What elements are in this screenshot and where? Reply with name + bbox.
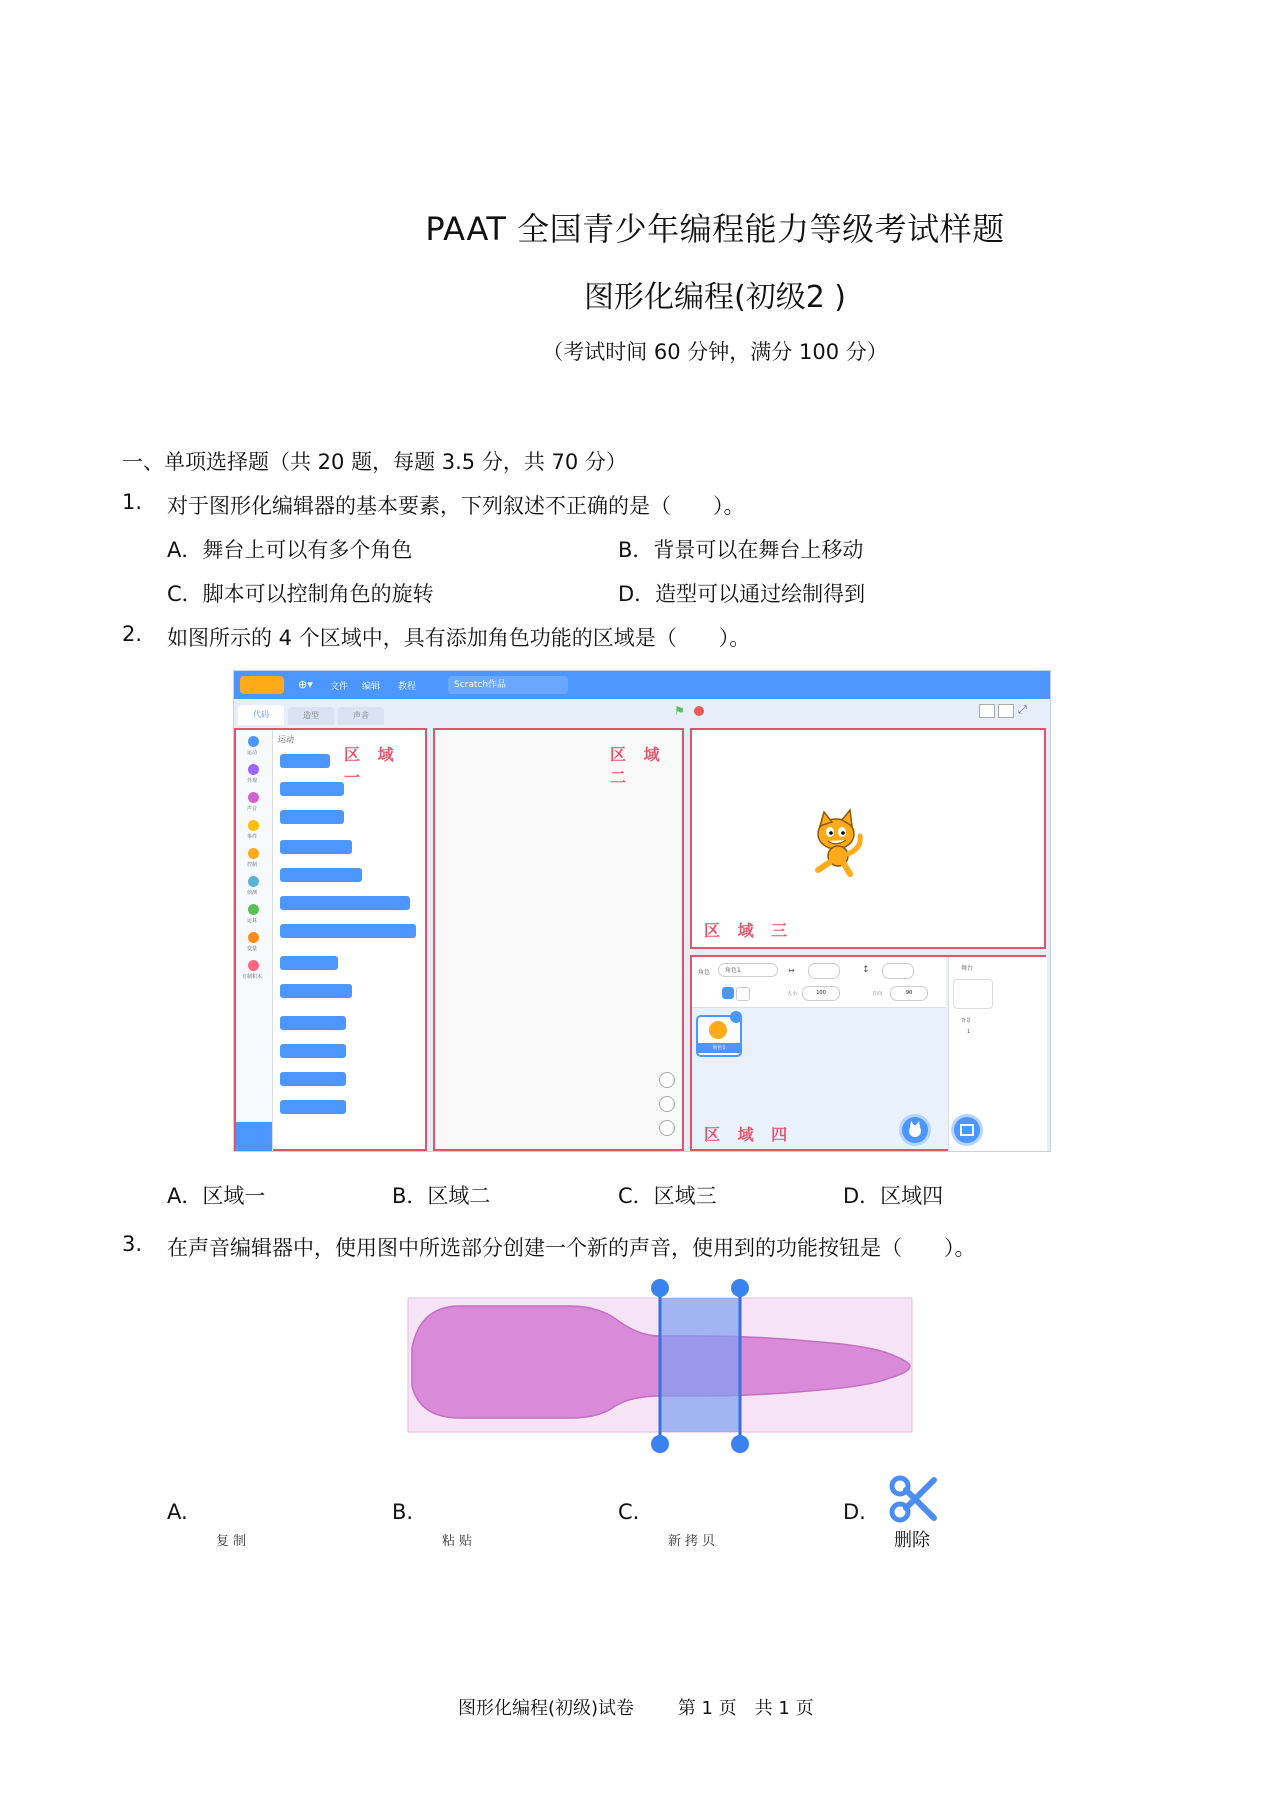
question-stem: 在声音编辑器中，使用图中所选部分创建一个新的声音，使用到的功能按钮是（ ）。 <box>167 1236 976 1260</box>
category-control-icon[interactable] <box>248 848 259 859</box>
green-flag-icon[interactable]: ⚑ <box>674 704 685 718</box>
menu-tutorials[interactable]: 教程 <box>398 682 417 692</box>
category-variables-icon[interactable] <box>248 932 259 943</box>
category-events-icon[interactable] <box>248 820 259 831</box>
category-label: 侦测 <box>247 890 258 896</box>
code-block[interactable] <box>280 782 344 796</box>
code-block[interactable] <box>280 984 352 998</box>
scissors-icon <box>888 1474 938 1524</box>
question-number: 1. <box>122 490 143 514</box>
project-title-field[interactable]: Scratch作品 <box>448 676 568 694</box>
option-caption-delete: 删除 <box>894 1530 930 1551</box>
category-looks-icon[interactable] <box>248 764 259 775</box>
option-d: D．区域四 <box>843 1184 944 1208</box>
category-operators-icon[interactable] <box>248 904 259 915</box>
option-a: A．区域一 <box>167 1184 266 1208</box>
large-stage-icon[interactable] <box>998 704 1014 718</box>
zone-label: 区 域 三 <box>704 921 794 940</box>
stage-thumbnail[interactable] <box>953 979 993 1009</box>
size-input[interactable]: 100 <box>802 986 840 1001</box>
fullscreen-icon[interactable]: ⤢ <box>1018 703 1027 716</box>
category-label: 变量 <box>247 946 258 952</box>
zone-two <box>433 728 684 1151</box>
code-block[interactable] <box>280 868 362 882</box>
option-d: D. <box>843 1500 866 1524</box>
scratch-logo <box>240 676 284 694</box>
code-block[interactable] <box>280 754 330 768</box>
option-b: B．区域二 <box>392 1184 491 1208</box>
category-label: 自制积木 <box>242 974 263 980</box>
tab-sounds[interactable]: 声音 <box>338 707 384 725</box>
menu-file[interactable]: 文件 <box>330 682 349 692</box>
category-label: 控制 <box>247 862 258 868</box>
selection-handle[interactable] <box>731 1279 749 1297</box>
add-sprite-button[interactable] <box>902 1117 928 1143</box>
extension-button[interactable] <box>236 1122 272 1151</box>
code-block[interactable] <box>280 1100 346 1114</box>
footer-title: 图形化编程(初级)试卷 <box>458 1698 635 1719</box>
sprite-thumbnail-label: 角色1 <box>698 1043 740 1053</box>
stop-icon[interactable] <box>694 706 704 716</box>
y-arrow-icon: ↕ <box>862 965 870 975</box>
page-title: PAAT 全国青少年编程能力等级考试样题 <box>425 210 1005 248</box>
category-sensing-icon[interactable] <box>248 876 259 887</box>
option-c: C. <box>618 1500 640 1524</box>
add-backdrop-button[interactable] <box>954 1117 980 1143</box>
code-block[interactable] <box>280 1016 346 1030</box>
sprite-name-input[interactable]: 角色1 <box>718 963 778 977</box>
question-number: 2. <box>122 622 143 646</box>
category-menu <box>236 730 273 1151</box>
code-block[interactable] <box>280 1044 346 1058</box>
sound-waveform-figure <box>400 1278 920 1458</box>
question-stem: 对于图形化编辑器的基本要素，下列叙述不正确的是（ ）。 <box>167 494 745 518</box>
palette-heading: 运动 <box>278 735 294 744</box>
zone-four <box>690 955 1046 1151</box>
editor-tabs <box>234 699 1050 725</box>
size-label: 大小 <box>787 991 798 997</box>
selection-handle[interactable] <box>651 1279 669 1297</box>
sprite-thumbnail[interactable] <box>696 1015 742 1057</box>
backdrop-label: 背景 <box>961 1018 972 1024</box>
delete-sprite-icon[interactable] <box>730 1011 742 1023</box>
code-block[interactable] <box>280 956 338 970</box>
option-c: C．脚本可以控制角色的旋转 <box>167 582 434 606</box>
page-footer <box>458 1694 814 1720</box>
option-caption-copy: 复制 <box>216 1534 251 1549</box>
code-block[interactable] <box>280 810 344 824</box>
exam-note: （考试时间 60 分钟，满分 100 分） <box>542 340 888 364</box>
code-block[interactable] <box>280 896 410 910</box>
option-a: A. <box>167 1500 188 1524</box>
option-c: C．区域三 <box>618 1184 717 1208</box>
scratch-editor-figure <box>233 670 1051 1152</box>
page-number: 第 1 页 共 1 页 <box>677 1698 814 1719</box>
selection-handle[interactable] <box>731 1435 749 1453</box>
tab-code[interactable]: 代码 <box>238 705 284 725</box>
page-subtitle: 图形化编程(初级2 ) <box>583 280 847 315</box>
zoom-out-icon[interactable] <box>659 1096 675 1112</box>
sprite-label: 角色 <box>698 969 711 976</box>
zone-label: 区 域 一 <box>344 745 400 787</box>
category-label: 外观 <box>247 778 258 784</box>
sprite-info-panel <box>692 957 946 1008</box>
image-add-icon <box>954 1117 980 1143</box>
cat-add-icon <box>902 1117 928 1143</box>
menu-bar <box>234 671 1050 699</box>
selection-handle[interactable] <box>651 1435 669 1453</box>
category-label: 运动 <box>247 750 258 756</box>
selection-region[interactable] <box>660 1298 740 1432</box>
zone-label: 区 域 二 <box>610 745 666 787</box>
category-myblocks-icon[interactable] <box>248 960 259 971</box>
direction-input[interactable]: 90 <box>890 986 928 1001</box>
zone-one <box>234 728 427 1151</box>
code-block[interactable] <box>280 840 352 854</box>
cat-sprite-icon[interactable] <box>804 808 874 878</box>
hide-sprite-icon[interactable] <box>736 987 750 1001</box>
zone-three <box>690 728 1046 949</box>
option-caption-new-copy: 新拷贝 <box>668 1534 720 1549</box>
stage-label: 舞台 <box>961 965 974 972</box>
code-block[interactable] <box>280 1072 346 1086</box>
category-motion-icon[interactable] <box>248 736 259 747</box>
show-sprite-icon[interactable] <box>722 987 734 999</box>
option-caption-paste: 粘贴 <box>442 1534 477 1549</box>
backdrop-count: 1 <box>967 1029 971 1035</box>
menu-edit[interactable]: 编辑 <box>362 682 381 692</box>
category-label: 事件 <box>247 834 258 840</box>
tab-costumes[interactable]: 造型 <box>288 707 334 725</box>
question-number: 3. <box>122 1232 143 1256</box>
code-block[interactable] <box>280 924 416 938</box>
zoom-in-icon[interactable] <box>659 1072 675 1088</box>
zone-label: 区 域 四 <box>704 1125 794 1144</box>
category-label: 声音 <box>247 806 258 812</box>
option-a: A．舞台上可以有多个角色 <box>167 538 413 562</box>
option-d: D．造型可以通过绘制得到 <box>618 582 866 606</box>
category-sound-icon[interactable] <box>248 792 259 803</box>
small-stage-icon[interactable] <box>979 704 995 718</box>
option-b: B．背景可以在舞台上移动 <box>618 538 864 562</box>
option-b: B. <box>392 1500 414 1524</box>
x-arrow-icon: ↔ <box>788 966 795 975</box>
zoom-reset-icon[interactable] <box>659 1120 675 1136</box>
cat-thumbnail-icon <box>709 1021 727 1039</box>
globe-icon[interactable]: ⊕▾ <box>298 678 313 691</box>
category-label: 运算 <box>247 918 258 924</box>
y-input[interactable] <box>882 963 914 979</box>
x-input[interactable] <box>808 963 840 979</box>
section-heading: 一、单项选择题（共 20 题，每题 3.5 分，共 70 分） <box>122 450 627 474</box>
question-stem: 如图所示的 4 个区域中，具有添加角色功能的区域是（ ）。 <box>167 626 751 650</box>
direction-label: 方向 <box>872 991 883 997</box>
